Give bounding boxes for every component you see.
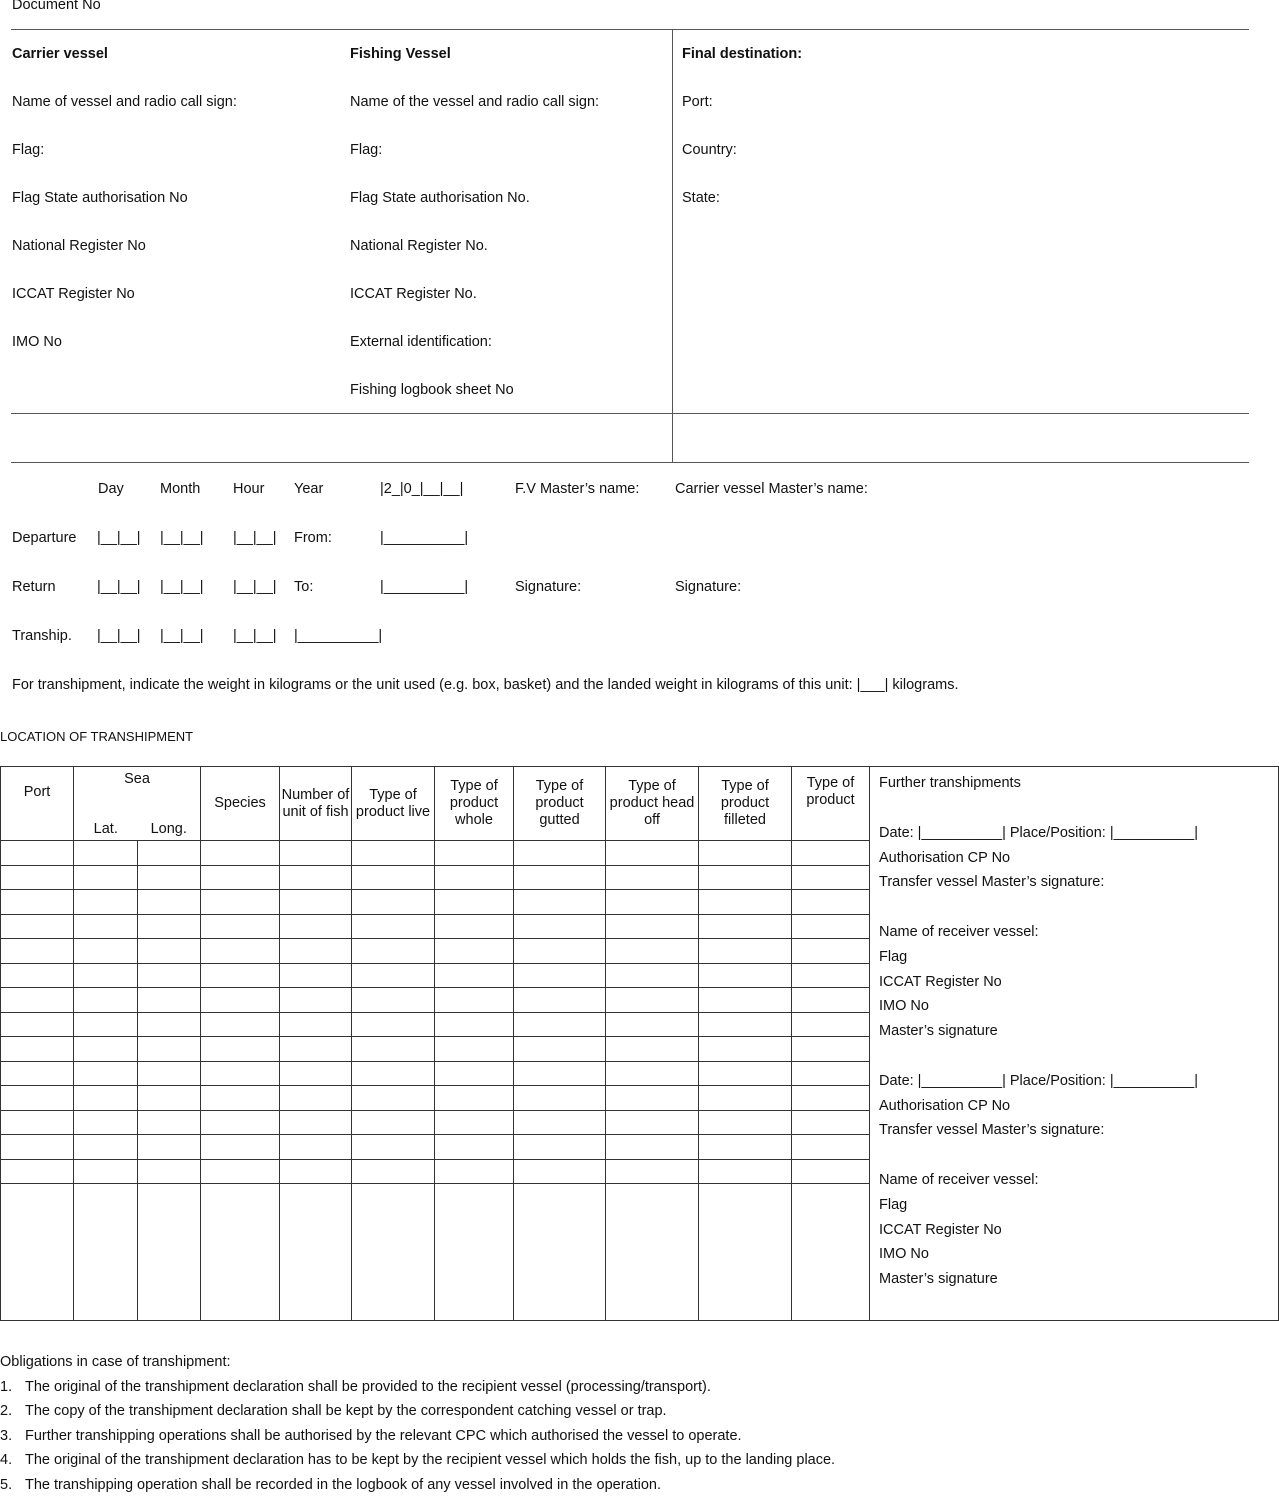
col-type-live: Type of product live — [352, 767, 435, 841]
further-line: Authorisation CP No — [879, 849, 1011, 866]
obligations — [0, 1350, 835, 1498]
fishing-vessel-title: Fishing Vessel — [350, 46, 451, 62]
tranship-year-box: |__________| — [294, 628, 383, 644]
further-title: Further transhipments — [879, 775, 1021, 791]
obligations-title: Obligations in case of transhipment: — [0, 1354, 231, 1370]
further-line: Date: |__________| Place/Position: |__________| — [879, 824, 1199, 841]
obligation-item: 4. The original of the transhipment declaration has to be kept by the recipient vessel which holds the fish, up to the landing place. — [0, 1452, 836, 1469]
further-line: IMO No — [879, 1246, 929, 1263]
header-hour: Hour — [233, 481, 265, 497]
obligation-item: 5. The transhipping operation shall be recorded in the logbook of any vessel involved in the operation. — [0, 1476, 661, 1493]
fv-signature-label: Signature: — [515, 579, 582, 595]
col-type-headoff: Type of product head off — [606, 767, 699, 841]
further-line: Master’s signature — [879, 1271, 998, 1288]
carrier-vessel-title: Carrier vessel — [12, 46, 108, 62]
further-line: Flag — [879, 948, 908, 965]
divider — [11, 462, 1249, 463]
final-destination-title: Final destination: — [682, 46, 803, 62]
further-line: Authorisation CP No — [879, 1097, 1011, 1114]
further-line: ICCAT Register No — [879, 973, 1002, 990]
carrier-field-imo: IMO No — [12, 334, 62, 350]
departure-label: Departure — [12, 530, 77, 546]
to-label: To: — [294, 579, 314, 595]
return-month-box: |__|__| — [160, 579, 204, 595]
obligation-item: 1. The original of the transhipment declaration shall be provided to the recipient vessel (processing/transport). — [0, 1378, 711, 1395]
further-line — [879, 1044, 1278, 1069]
to-box: |__________| — [380, 579, 469, 595]
col-port: Port — [1, 767, 74, 841]
further-line: Date: |__________| Place/Position: |__________| — [879, 1072, 1199, 1089]
col-sea: Sea — [74, 767, 201, 804]
fishing-field-flag-auth: Flag State authorisation No. — [350, 190, 530, 206]
departure-day-box: |__|__| — [97, 530, 141, 546]
document-number-label: Document No — [12, 0, 101, 13]
from-label: From: — [294, 530, 332, 546]
further-line: Master’s signature — [879, 1023, 998, 1040]
further-line: Name of receiver vessel: — [879, 923, 1039, 940]
further-line — [879, 895, 1278, 920]
departure-hour-box: |__|__| — [233, 530, 277, 546]
col-type-gutted: Type of product gutted — [514, 767, 606, 841]
fishing-field-iccat-register: ICCAT Register No. — [350, 286, 477, 302]
further-line: Flag — [879, 1196, 908, 1213]
divider — [11, 413, 1249, 414]
col-lat: Lat. — [74, 804, 138, 841]
fishing-field-name: Name of the vessel and radio call sign: — [350, 94, 600, 110]
year-box: |2_|0_|__|__| — [380, 481, 464, 497]
location-title: LOCATION OF TRANSHIPMENT — [0, 729, 194, 744]
fishing-field-flag: Flag: — [350, 142, 383, 158]
further-line — [879, 1143, 1278, 1168]
carrier-field-name: Name of vessel and radio call sign: — [12, 94, 237, 110]
return-hour-box: |__|__| — [233, 579, 277, 595]
col-type-whole: Type of product whole — [435, 767, 514, 841]
carrier-field-national-register: National Register No — [12, 238, 146, 254]
destination-field-country: Country: — [682, 142, 737, 158]
departure-month-box: |__|__| — [160, 530, 204, 546]
tranship-label: Tranship. — [12, 628, 72, 644]
fishing-field-logbook: Fishing logbook sheet No — [350, 382, 514, 398]
divider — [11, 29, 1249, 30]
further-line: ICCAT Register No — [879, 1221, 1002, 1238]
carrier-field-flag-auth: Flag State authorisation No — [12, 190, 188, 206]
carrier-field-iccat-register: ICCAT Register No — [12, 286, 135, 302]
divider — [672, 29, 673, 463]
header-month: Month — [160, 481, 201, 497]
further-line: Name of receiver vessel: — [879, 1171, 1039, 1188]
transhipment-table — [0, 766, 1279, 1321]
tranship-month-box: |__|__| — [160, 628, 204, 644]
return-day-box: |__|__| — [97, 579, 141, 595]
tranship-day-box: |__|__| — [97, 628, 141, 644]
header-day: Day — [98, 481, 124, 497]
further-transhipments — [870, 767, 1279, 1321]
fv-master-name-label: F.V Master’s name: — [515, 481, 640, 497]
header-year: Year — [294, 481, 324, 497]
carrier-master-name-label: Carrier vessel Master’s name: — [675, 481, 868, 497]
carrier-field-flag: Flag: — [12, 142, 45, 158]
weight-note: For transhipment, indicate the weight in kilograms or the unit used (e.g. box, basket) and the landed weight in kilograms of this unit: |___| kilograms. — [12, 677, 959, 693]
return-label: Return — [12, 579, 56, 595]
destination-field-state: State: — [682, 190, 720, 206]
obligation-item: 3. Further transhipping operations shall be authorised by the relevant CPC which authorised the vessel to operate. — [0, 1427, 742, 1444]
fishing-field-national-register: National Register No. — [350, 238, 488, 254]
tranship-hour-box: |__|__| — [233, 628, 277, 644]
further-line: Transfer vessel Master’s signature: — [879, 1122, 1105, 1139]
obligation-item: 2. The copy of the transhipment declaration shall be kept by the correspondent catching vessel or trap. — [0, 1403, 667, 1420]
carrier-signature-label: Signature: — [675, 579, 742, 595]
from-box: |__________| — [380, 530, 469, 546]
fishing-field-external-id: External identification: — [350, 334, 492, 350]
col-long: Long. — [138, 804, 201, 841]
col-species: Species — [201, 767, 280, 841]
further-line: IMO No — [879, 998, 929, 1015]
destination-field-port: Port: — [682, 94, 713, 110]
col-type-product: Type of product — [792, 767, 870, 841]
col-number: Number of unit of fish — [280, 767, 352, 841]
col-type-filleted: Type of product filleted — [699, 767, 792, 841]
further-line: Transfer vessel Master’s signature: — [879, 874, 1105, 891]
